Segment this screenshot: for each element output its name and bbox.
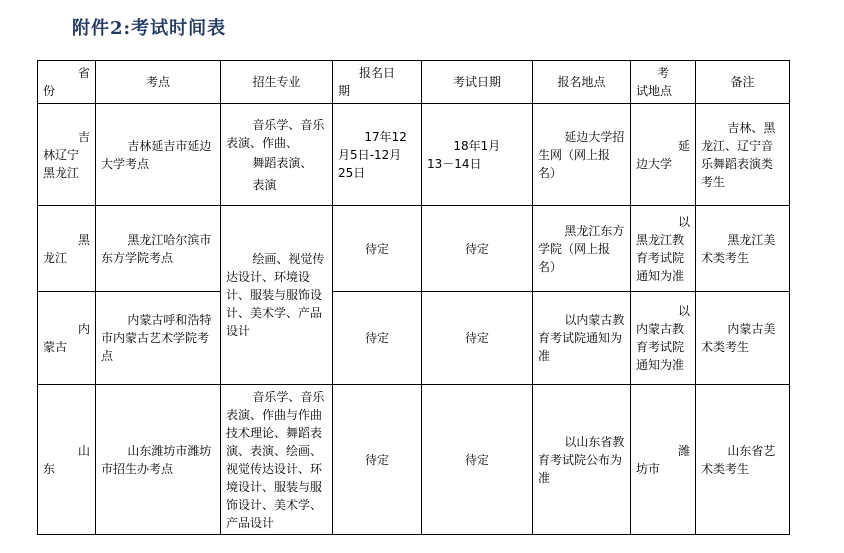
table-row [38,385,790,535]
cell-site: 黑龙江哈尔滨市东方学院考点 [96,206,221,292]
table-row [38,206,790,292]
cell-reg-place: 延边大学招生网（网上报名） [533,104,631,206]
header-reg-place: 报名地点 [533,61,631,104]
cell-major-merged: 绘画、视觉传达设计、环境设计、服装与服饰设计、美术学、产品设计 [221,206,333,385]
header-note: 备注 [696,61,790,104]
header-exam-date: 考试日期 [422,61,533,104]
cell-reg-date: 待定 [333,385,422,535]
table-row [38,292,790,385]
header-exam-place: 考 试地点 [631,61,696,104]
cell-site: 山东潍坊市潍坊市招生办考点 [96,385,221,535]
cell-province: 吉 林辽宁黑龙江 [38,104,96,206]
cell-site: 内蒙古呼和浩特市内蒙古艺术学院考点 [96,292,221,385]
cell-province: 黑 龙江 [38,206,96,292]
cell-province: 内 蒙古 [38,292,96,385]
header-major: 招生专业 [221,61,333,104]
cell-major: 音乐学、音乐表演、作曲与作曲技术理论、舞蹈表演、表演、绘画、视觉传达设计、环境设计、服装与服饰设计、美术学、产品设计 [221,385,333,535]
cell-reg-place: 以山东省教育考试院公布为准 [533,385,631,535]
table-header-row [38,61,790,104]
cell-note: 黑龙江美术类考生 [696,206,790,292]
cell-reg-place: 黑龙江东方学院（网上报名） [533,206,631,292]
cell-note: 内蒙古美术类考生 [696,292,790,385]
cell-province: 山 东 [38,385,96,535]
cell-exam-date: 待定 [422,385,533,535]
cell-exam-date: 待定 [422,292,533,385]
cell-reg-date: 待定 [333,206,422,292]
table-row [38,104,790,206]
cell-exam-date: 待定 [422,206,533,292]
cell-reg-place: 以内蒙古教育考试院通知为准 [533,292,631,385]
cell-exam-date: 18年1月 13－14日 [422,104,533,206]
cell-note: 山东省艺术类考生 [696,385,790,535]
page-title: 附件2:考试时间表 [72,18,227,39]
cell-reg-date: 待定 [333,292,422,385]
header-province: 省 份 [38,61,96,104]
header-site: 考点 [96,61,221,104]
cell-reg-date: 17年12 月5日-12月25日 [333,104,422,206]
cell-exam-place: 潍 坊市 [631,385,696,535]
cell-site: 吉林延吉市延边大学考点 [96,104,221,206]
cell-note: 吉林、黑龙江、辽宁音乐舞蹈表演类考生 [696,104,790,206]
cell-exam-place: 以 内蒙古教育考试院通知为准 [631,292,696,385]
cell-major: 音乐学、音乐表演、作曲、 舞蹈表演、 表演 [221,104,333,206]
header-reg-date: 报名日 期 [333,61,422,104]
cell-exam-place: 以 黑龙江教育考试院通知为准 [631,206,696,292]
exam-schedule-table [37,60,790,535]
cell-exam-place: 延 边大学 [631,104,696,206]
